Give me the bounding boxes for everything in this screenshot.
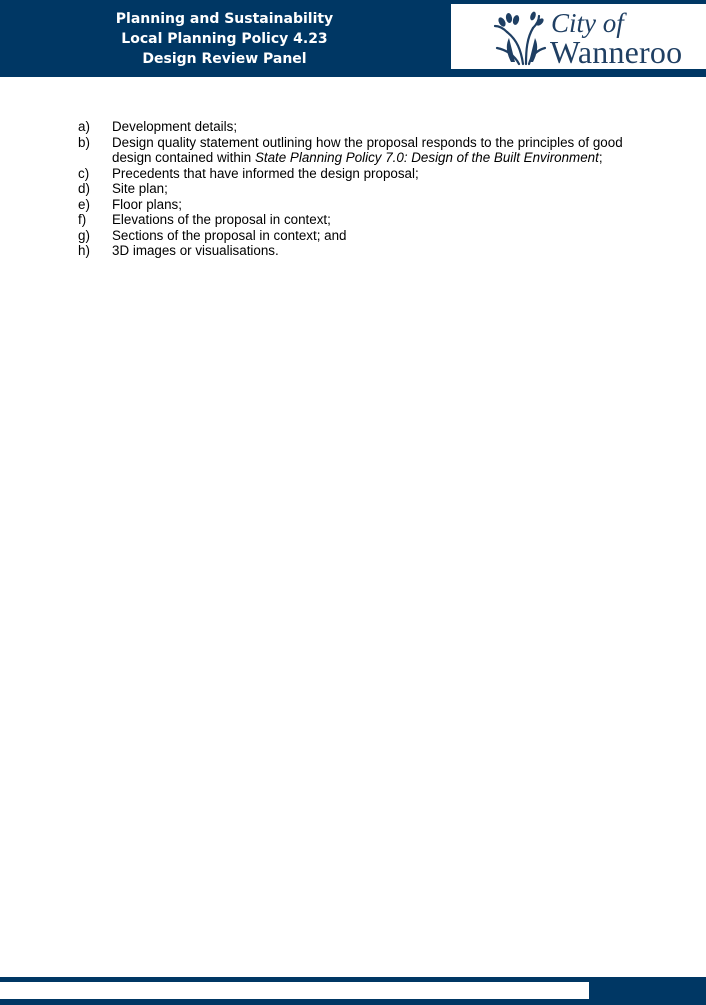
list-marker: e) (78, 196, 90, 212)
header-title-block (0, 0, 449, 77)
list-item (78, 197, 648, 213)
list-item-text: Floor plans; (112, 196, 182, 212)
list-item-text-part: Design quality statement outlining how the proposal responds to the principles of good design contained within (112, 134, 623, 165)
policy-reference: State Planning Policy 7.0: Design of the Built Environment (254, 150, 599, 165)
list-marker: g) (78, 227, 90, 243)
list-marker: f) (78, 212, 87, 227)
footer-corner-block (589, 982, 706, 1005)
list-item-text: Site plan; (112, 181, 168, 196)
list-item-text-part: ; (598, 150, 603, 165)
list-marker: c) (78, 165, 90, 181)
list-item (78, 119, 648, 135)
logo-underline-bar (451, 69, 706, 77)
logo-name-text: Wanneroo (550, 34, 683, 70)
list-item (78, 166, 648, 182)
list-marker: a) (78, 119, 90, 134)
list-item-text (112, 135, 648, 166)
header-title-line-3: Design Review Panel (142, 50, 307, 67)
footer-bottom-rule (0, 999, 589, 1005)
header-title-line-1: Planning and Sustainability (115, 10, 334, 27)
logo-city-text: City of (551, 8, 624, 38)
list-item-text: 3D images or visualisations. (112, 243, 279, 258)
list-item (78, 135, 648, 166)
list-item-text: Precedents that have informed the design proposal; (112, 165, 419, 181)
list-item-text: Sections of the proposal in context; and (112, 227, 347, 243)
list-item (78, 228, 648, 244)
list-item (78, 243, 648, 259)
list-marker: b) (78, 134, 90, 150)
list-marker: d) (78, 181, 90, 196)
list-marker: h) (78, 243, 90, 258)
list-item (78, 212, 648, 228)
requirements-list (78, 119, 648, 259)
list-item-text: Elevations of the proposal in context; (112, 212, 331, 227)
page-header (0, 0, 706, 77)
kangaroo-paw-icon (493, 10, 549, 66)
list-item-text: Development details; (112, 119, 238, 134)
header-title-line-2: Local Planning Policy 4.23 (121, 30, 328, 47)
list-item (78, 181, 648, 197)
